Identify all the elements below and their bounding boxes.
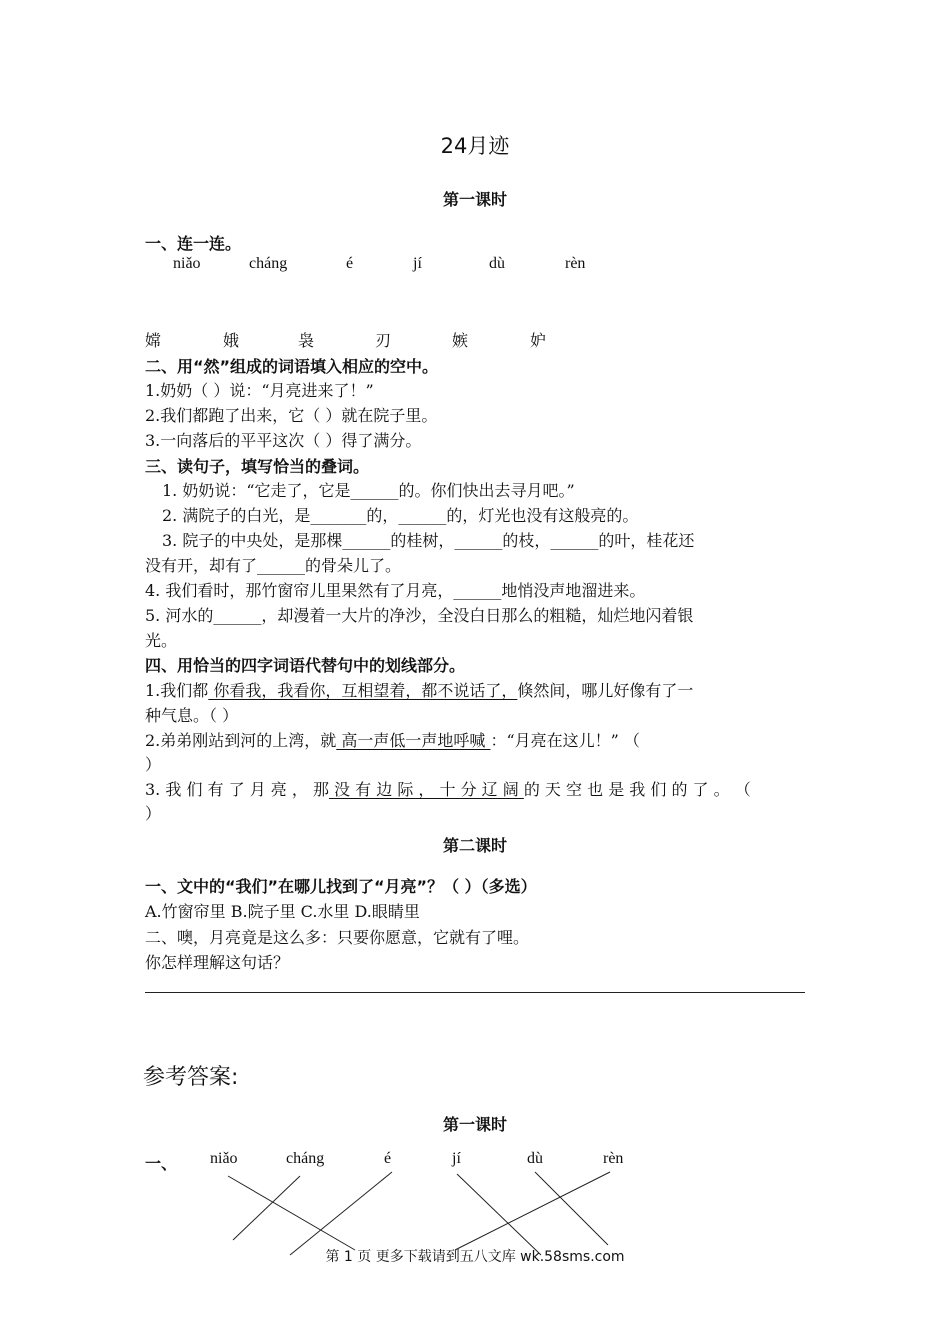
s3-line-3: 3. 院子的中央处，是那棵______的桂树，______的枝，______的叶，桂花还 xyxy=(162,531,695,550)
s4-q3-underlined: 没 有 边 际 ， 十 分 辽 阔 xyxy=(328,780,524,799)
answers-lesson-heading: 第一课时 xyxy=(442,1115,507,1134)
answer-pinyin-du: dù xyxy=(527,1150,543,1167)
s4-q3-suffix: 的 天 空 也 是 我 们 的 了 。 （ xyxy=(523,780,751,799)
s3-line-4: 4. 我们看时，那竹窗帘儿里果然有了月亮，______地悄没声地溜进来。 xyxy=(145,581,646,600)
match-line-ren xyxy=(455,1172,610,1250)
char-niao: 袅 xyxy=(298,331,315,350)
answer-pinyin-ji: jí xyxy=(452,1150,461,1167)
pinyin-ji: jí xyxy=(413,255,422,272)
char-ji: 嫉 xyxy=(452,331,469,350)
char-du: 妒 xyxy=(530,331,547,350)
s4-q1-suffix: 倏然间，哪儿好像有了一 xyxy=(517,681,694,700)
section-1-heading: 一、连一连。 xyxy=(145,234,242,253)
match-line-niao xyxy=(228,1176,355,1250)
answer-pinyin-ren: rèn xyxy=(603,1150,624,1167)
s3-line-1: 1. 奶奶说：“它走了，它是______的。你们快出去寻月吧。” xyxy=(162,481,575,500)
pinyin-chang: cháng xyxy=(249,255,288,272)
section-2-heading: 二、用“然”组成的词语填入相应的空中。 xyxy=(145,357,439,376)
s4-question-3-cont: ） xyxy=(145,804,162,823)
pinyin-ren: rèn xyxy=(565,255,586,272)
p2-question-2: 二、噢，月亮竟是这么多：只要你愿意，它就有了哩。 xyxy=(145,928,530,947)
answer-pinyin-chang: cháng xyxy=(286,1150,325,1167)
answers-section-1-label: 一、 xyxy=(145,1154,178,1173)
s4-question-1-cont: 种气息。（ ） xyxy=(145,706,239,725)
answer-pinyin-e: é xyxy=(384,1150,392,1167)
s3-line-5-cont: 光。 xyxy=(145,631,178,650)
match-line-chang xyxy=(233,1176,300,1240)
char-e: 娥 xyxy=(223,331,240,350)
p2-question-1: 一、文中的“我们”在哪儿找到了“月亮”？（ ）（多选） xyxy=(145,877,537,896)
match-line-du xyxy=(535,1172,608,1245)
s4-q2-prefix: 2.弟弟刚站到河的上湾，就 xyxy=(145,731,337,750)
lesson-one-heading: 第一课时 xyxy=(442,190,507,209)
p2-question-2-cont: 你怎样理解这句话？ xyxy=(145,953,290,972)
pinyin-e: é xyxy=(346,255,354,272)
s4-q2-underlined: 高一声低一声地呼喊 xyxy=(336,731,491,750)
s3-line-3-cont: 没有开，却有了______的骨朵儿了。 xyxy=(145,556,402,575)
s3-line-5: 5. 河水的______，却漫着一大片的净沙，全没白日那么的粗糙，灿烂地闪着银 xyxy=(145,606,694,625)
char-chang: 嫦 xyxy=(145,331,162,350)
s4-question-2-cont: ） xyxy=(145,755,162,774)
s4-q3-prefix: 3. 我 们 有 了 月 亮 ， 那 xyxy=(145,780,329,799)
s3-line-2: 2. 满院子的白光，是_______的，______的，灯光也没有这般亮的。 xyxy=(162,506,639,525)
section-3-heading: 三、读句子，填写恰当的叠词。 xyxy=(145,457,370,476)
p2-question-1-options: A.竹窗帘里 B.院子里 C.水里 D.眼睛里 xyxy=(145,902,420,921)
s2-question-1: 1.奶奶（ ）说：“月亮进来了！” xyxy=(145,381,374,400)
s2-question-2: 2.我们都跑了出来，它（ ）就在院子里。 xyxy=(145,406,438,425)
s2-question-3: 3.一向落后的平平这次（ ）得了满分。 xyxy=(145,431,422,450)
answers-heading: 参考答案: xyxy=(143,1065,239,1090)
lesson-two-heading: 第二课时 xyxy=(442,836,507,855)
page-title: 24月迹 xyxy=(440,134,510,158)
s4-q2-suffix: ：“月亮在这儿！” （ xyxy=(490,731,640,750)
section-4-heading: 四、用恰当的四字词语代替句中的划线部分。 xyxy=(145,656,466,675)
match-line-e xyxy=(290,1172,392,1255)
s4-q1-prefix: 1.我们都 xyxy=(145,681,209,700)
answer-pinyin-niao: niǎo xyxy=(210,1150,238,1167)
pinyin-niao: niǎo xyxy=(173,255,201,272)
pinyin-du: dù xyxy=(489,255,505,272)
char-ren: 刃 xyxy=(375,331,392,350)
page-footer: 第 1 页 更多下载请到五八文库 wk.58sms.com xyxy=(325,1249,625,1265)
s4-q1-underlined: 你看我，我看你，互相望着，都不说话了， xyxy=(208,681,518,700)
